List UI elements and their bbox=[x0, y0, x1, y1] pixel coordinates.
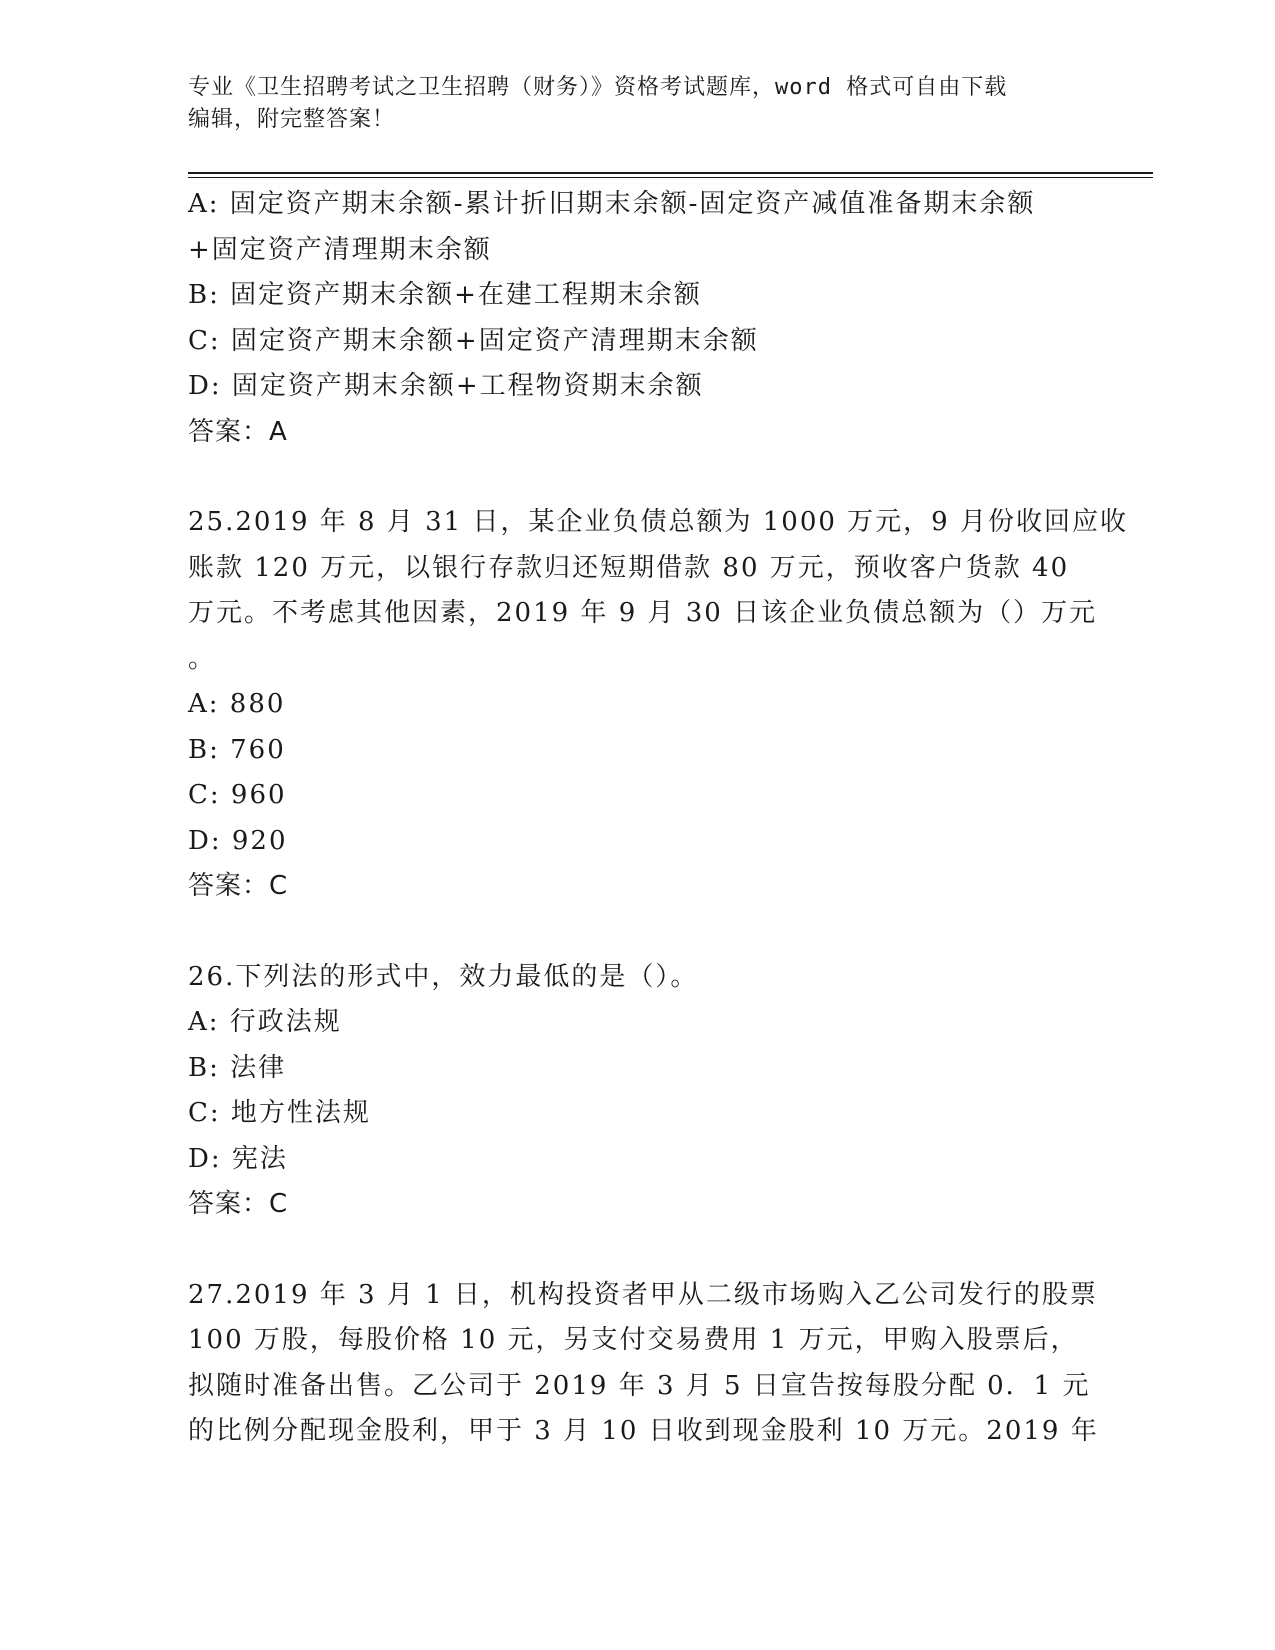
header-divider bbox=[188, 172, 1153, 178]
header-line-1: 专业《卫生招聘考试之卫生招聘（财务）》资格考试题库，word 格式可自由下载 bbox=[188, 75, 1008, 100]
option-a: A: 880 bbox=[188, 689, 286, 719]
option-a-line-1: A: 固定资产期末余额-累计折旧期末余额-固定资产减值准备期末余额 bbox=[188, 189, 1036, 219]
document-page bbox=[188, 72, 1148, 1455]
answer: 答案：A bbox=[188, 416, 288, 447]
spacer bbox=[188, 455, 1148, 500]
option-d: D: 固定资产期末余额+工程物资期末余额 bbox=[188, 371, 704, 401]
question-stem-line-1: 27.2019 年 3 月 1 日，机构投资者甲从二级市场购入乙公司发行的股票 bbox=[188, 1279, 1098, 1310]
question-25 bbox=[188, 500, 1148, 910]
question-stem-line-1: 26.下列法的形式中，效力最低的是（）。 bbox=[188, 961, 699, 992]
question-stem-line-4: 。 bbox=[188, 643, 217, 674]
option-d: D: 920 bbox=[188, 825, 288, 856]
header-line-2: 编辑，附完整答案！ bbox=[188, 107, 396, 132]
question-26 bbox=[188, 955, 1148, 1228]
question-stem-line-3: 万元。不考虑其他因素，2019 年 9 月 30 日该企业负债总额为（）万元 bbox=[188, 598, 1098, 628]
question-24 bbox=[188, 182, 1148, 455]
option-d: D: 宪法 bbox=[188, 1143, 288, 1174]
document-header bbox=[188, 72, 1148, 136]
option-b: B: 法律 bbox=[188, 1052, 287, 1083]
question-stem-line-3: 拟随时准备出售。乙公司于 2019 年 3 月 5 日宣告按每股分配 0．1 元 bbox=[188, 1370, 1091, 1401]
option-a: A: 行政法规 bbox=[188, 1007, 342, 1037]
option-c: C: 固定资产期末余额+固定资产清理期末余额 bbox=[188, 325, 759, 356]
divider-thin-line bbox=[188, 177, 1153, 178]
option-a-line-2: +固定资产清理期末余额 bbox=[188, 234, 492, 265]
spacer bbox=[188, 1228, 1148, 1273]
divider-thick-line bbox=[188, 172, 1153, 174]
question-27 bbox=[188, 1273, 1148, 1455]
question-stem-line-1: 25.2019 年 8 月 31 日，某企业负债总额为 1000 万元，9 月份收回应收 bbox=[188, 507, 1128, 537]
spacer bbox=[188, 910, 1148, 955]
option-b: B: 760 bbox=[188, 734, 286, 765]
answer: 答案：C bbox=[188, 871, 289, 901]
question-stem-line-2: 100 万股，每股价格 10 元，另支付交易费用 1 万元，甲购入股票后， bbox=[188, 1325, 1079, 1355]
answer: 答案：C bbox=[188, 1189, 289, 1219]
question-stem-line-4: 的比例分配现金股利，甲于 3 月 10 日收到现金股利 10 万元。2019 年 bbox=[188, 1416, 1099, 1446]
option-b: B: 固定资产期末余额+在建工程期末余额 bbox=[188, 280, 702, 310]
document-body bbox=[188, 182, 1148, 1455]
option-c: C: 960 bbox=[188, 780, 287, 810]
question-stem-line-2: 账款 120 万元，以银行存款归还短期借款 80 万元，预收客户货款 40 bbox=[188, 552, 1070, 583]
option-c: C: 地方性法规 bbox=[188, 1098, 371, 1128]
